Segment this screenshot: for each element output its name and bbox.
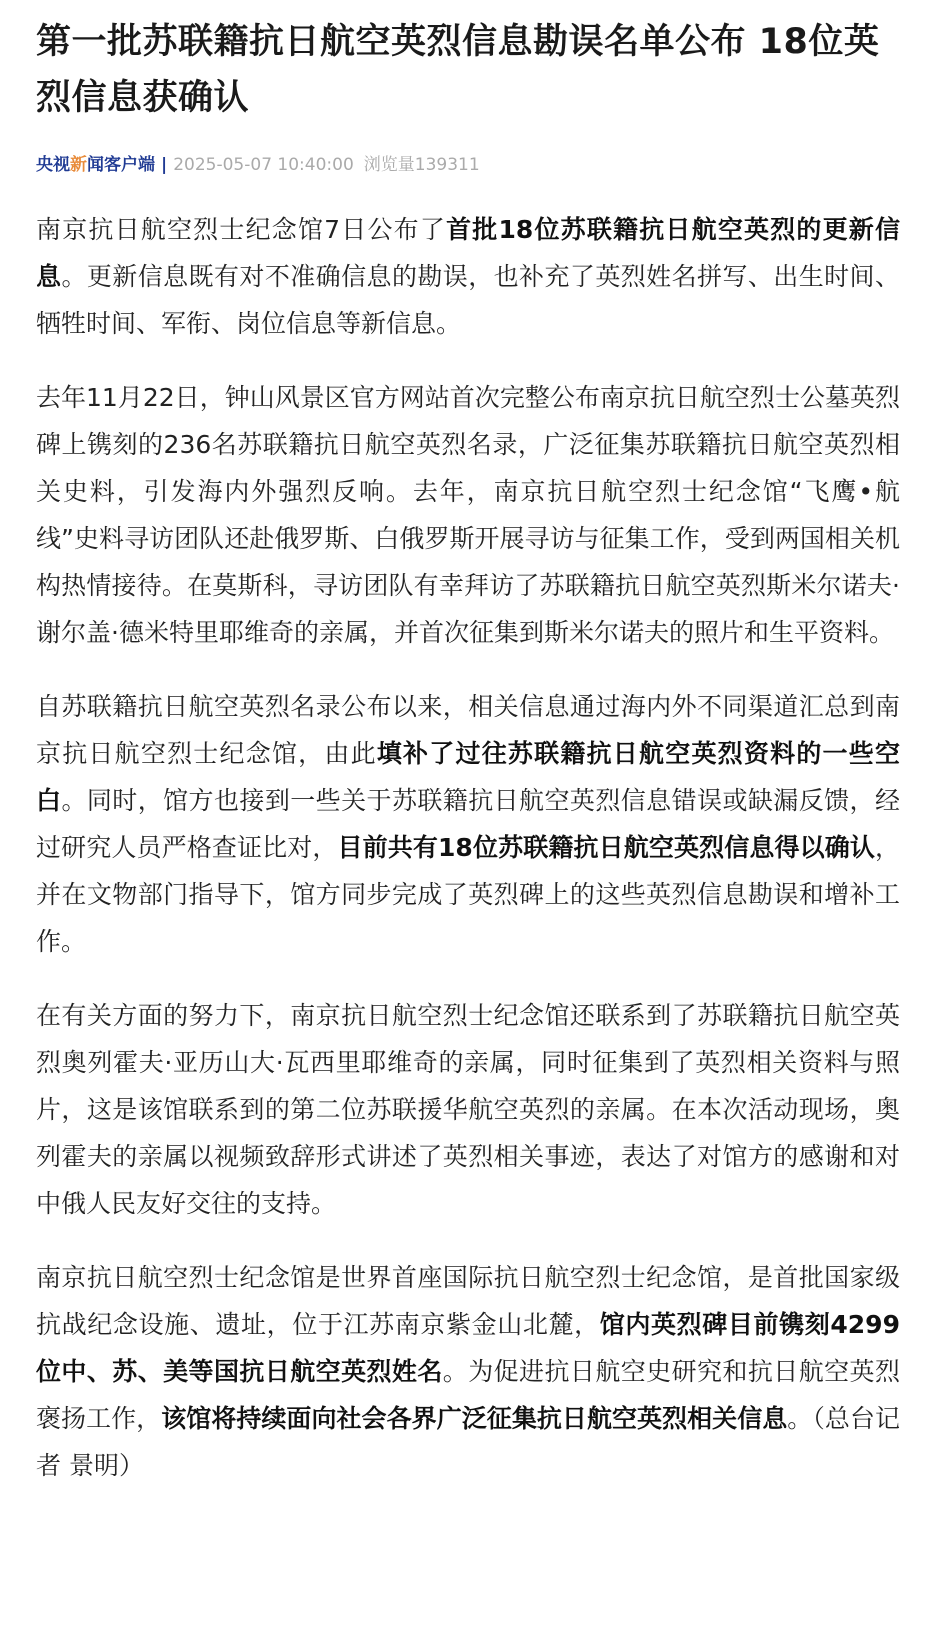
article-body — [36, 206, 900, 1489]
text-run: 。更新信息既有对不准确信息的勘误，也补充了英烈姓名拼写、出生时间、牺牲时间、军衔、岗位信息等新信息。 — [36, 262, 900, 338]
paragraph — [36, 1254, 900, 1489]
source-prefix: 央视 — [36, 155, 70, 175]
bold-text: 目前共有18位苏联籍抗日航空英烈信息得以确认 — [337, 833, 875, 862]
views-number: 139311 — [414, 155, 480, 175]
text-run: 南京抗日航空烈士纪念馆是世界首座国际抗日航空烈士纪念馆，是首批国家级抗战纪念设施、遗址，位于江苏南京紫金山北麓， — [36, 1263, 900, 1339]
views-label: 浏览量 — [363, 155, 415, 175]
bold-text: 填补了过往苏联籍抗日航空英烈资料的一些空白 — [36, 739, 900, 815]
paragraph — [36, 206, 900, 347]
text-run: 在有关方面的努力下，南京抗日航空烈士纪念馆还联系到了苏联籍抗日航空英烈奥列霍夫·亚历山大·瓦西里耶维奇的亲属，同时征集到了英烈相关资料与照片，这是该馆联系到的第二位苏联援华航空英烈的亲属。在本次活动现场，奥列霍夫的亲属以视频致辞形式讲述了英烈相关事迹，表达了对馆方的感谢和对中俄人民友好交往的支持。 — [36, 1001, 900, 1218]
view-count — [364, 152, 480, 178]
article-meta — [36, 152, 900, 178]
source-highlight: 新 — [70, 155, 87, 175]
article-title: 第一批苏联籍抗日航空英烈信息勘误名单公布 18位英烈信息获确认 — [36, 22, 880, 118]
text-run: 去年11月22日，钟山风景区官方网站首次完整公布南京抗日航空烈士公墓英烈碑上镌刻的236名苏联籍抗日航空英烈名录，广泛征集苏联籍抗日航空英烈相关史料，引发海内外强烈反响。去年，南京抗日航空烈士纪念馆“飞鹰•航线”史料寻访团队还赴俄罗斯、白俄罗斯开展寻访与征集工作，受到两国相关机构热情接待。在莫斯科，寻访团队有幸拜访了苏联籍抗日航空英烈斯米尔诺夫·谢尔盖·德米特里耶维奇的亲属，并首次征集到斯米尔诺夫的照片和生平资料。 — [36, 383, 900, 647]
text-run: 自苏联籍抗日航空英烈名录公布以来，相关信息通过海内外不同渠道汇总到南京抗日航空烈士纪念馆，由此 — [36, 692, 900, 768]
source-suffix: 闻客户端 — [87, 155, 155, 175]
bold-text: 馆内英烈碑目前镌刻4299位中、苏、美等国抗日航空英烈姓名 — [36, 1310, 900, 1386]
bold-text: 首批18位苏联籍抗日航空英烈的更新信息 — [36, 215, 900, 291]
text-run: 。（总台记者 景明） — [36, 1404, 900, 1480]
paragraph — [36, 374, 900, 656]
bold-text: 该馆将持续面向社会各界广泛征集抗日航空英烈相关信息 — [161, 1404, 788, 1433]
text-run: 南京抗日航空烈士纪念馆7日公布了 — [36, 215, 447, 244]
text-run: ，并在文物部门指导下，馆方同步完成了英烈碑上的这些英烈信息勘误和增补工作。 — [36, 833, 900, 956]
meta-separator: | — [161, 155, 168, 175]
text-run: 。为促进抗日航空史研究和抗日航空英烈褒扬工作， — [36, 1357, 900, 1433]
text-run: 。同时，馆方也接到一些关于苏联籍抗日航空英烈信息错误或缺漏反馈，经过研究人员严格查证比对， — [36, 786, 900, 862]
paragraph — [36, 992, 900, 1227]
source-name[interactable] — [36, 152, 155, 178]
publish-time: 2025-05-07 10:40:00 — [173, 155, 354, 175]
paragraph — [36, 683, 900, 965]
